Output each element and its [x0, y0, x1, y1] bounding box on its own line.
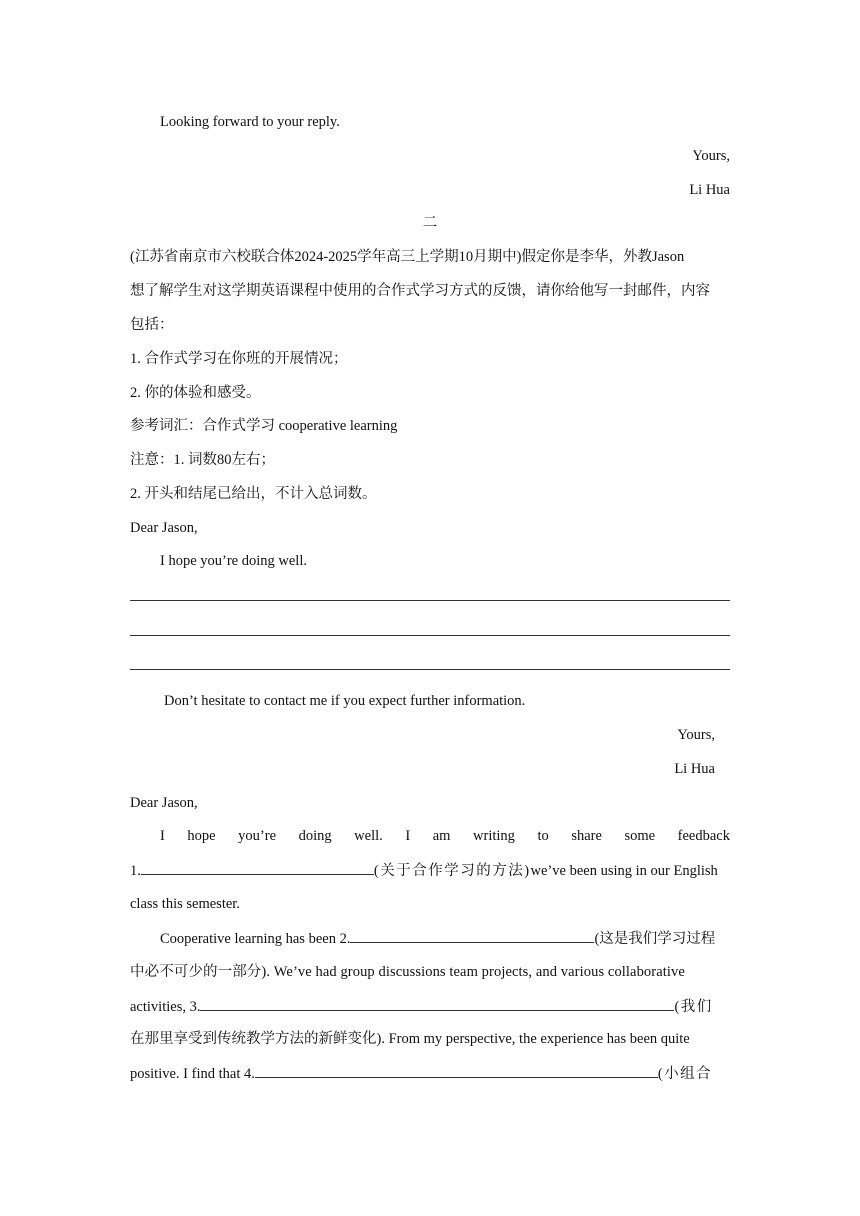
answer-p2-line-2: 中必不可少的一部分). We’ve had group discussions team projects, and various collaborative	[130, 964, 685, 980]
answer-p1-line-1: I hope you’re doing well. I am writing to share some feedback	[160, 828, 730, 844]
task-point-2: 2. 你的体验和感受。	[130, 385, 261, 401]
answer-p2-line-4: 在那里享受到传统教学方法的新鲜变化). From my perspective, the experience has been quite	[130, 1031, 690, 1047]
answer-p2-line-5	[130, 1063, 712, 1084]
blank-number-3: activities, 3.	[130, 999, 201, 1015]
letter-greeting: Dear Jason,	[130, 520, 198, 536]
writing-blank-line-3[interactable]	[130, 669, 730, 670]
signoff-yours: Yours,	[692, 148, 730, 164]
answer-p1-line-2	[130, 860, 718, 881]
writing-blank-line-2[interactable]	[130, 635, 730, 636]
writing-blank-line-1[interactable]	[130, 600, 730, 601]
blank-hint-2: (这是我们学习过程	[594, 931, 716, 947]
answer-p2-line-3	[130, 996, 713, 1017]
blank-number-4: positive. I find that 4.	[130, 1066, 255, 1082]
blank-hint-1: (关于合作学习的方法)	[373, 863, 531, 879]
closing-line: Looking forward to your reply.	[160, 114, 340, 130]
letter-yours: Yours,	[677, 727, 715, 743]
answer-blank-4[interactable]	[255, 1063, 658, 1078]
answer-blank-1[interactable]	[141, 860, 374, 875]
answer-p1-line-2-rest: we’ve been using in our English	[530, 863, 718, 879]
blank-number-2: Cooperative learning has been 2.	[160, 931, 351, 947]
letter-name: Li Hua	[674, 761, 715, 777]
blank-hint-3: (我们	[674, 999, 713, 1015]
task-point-1: 1. 合作式学习在你班的开展情况；	[130, 351, 348, 367]
answer-greeting: Dear Jason,	[130, 795, 198, 811]
task-line-2: 想了解学生对这学期英语课程中使用的合作式学习方式的反馈，请你给他写一封邮件，内容	[130, 283, 710, 299]
task-vocab: 参考词汇：合作式学习 cooperative learning	[130, 418, 398, 434]
blank-number-1: 1.	[130, 863, 141, 879]
answer-blank-2[interactable]	[350, 928, 594, 943]
answer-blank-3[interactable]	[200, 996, 674, 1011]
signoff-name: Li Hua	[689, 182, 730, 198]
letter-closing: Don’t hesitate to contact me if you expect further information.	[164, 693, 526, 709]
task-line-3: 包括：	[130, 317, 174, 333]
section-marker: 二	[422, 215, 438, 231]
task-note-2: 2. 开头和结尾已给出，不计入总词数。	[130, 486, 377, 502]
letter-opening: I hope you’re doing well.	[160, 553, 307, 569]
task-note-1: 注意：1. 词数80左右；	[130, 452, 275, 468]
answer-p2-line-1	[160, 928, 715, 949]
blank-hint-4: (小组合	[657, 1066, 713, 1082]
task-line-1: (江苏省南京市六校联合体2024-2025学年高三上学期10月期中)假定你是李华，外教Jason	[130, 249, 685, 265]
answer-p1-line-3: class this semester.	[130, 896, 240, 912]
